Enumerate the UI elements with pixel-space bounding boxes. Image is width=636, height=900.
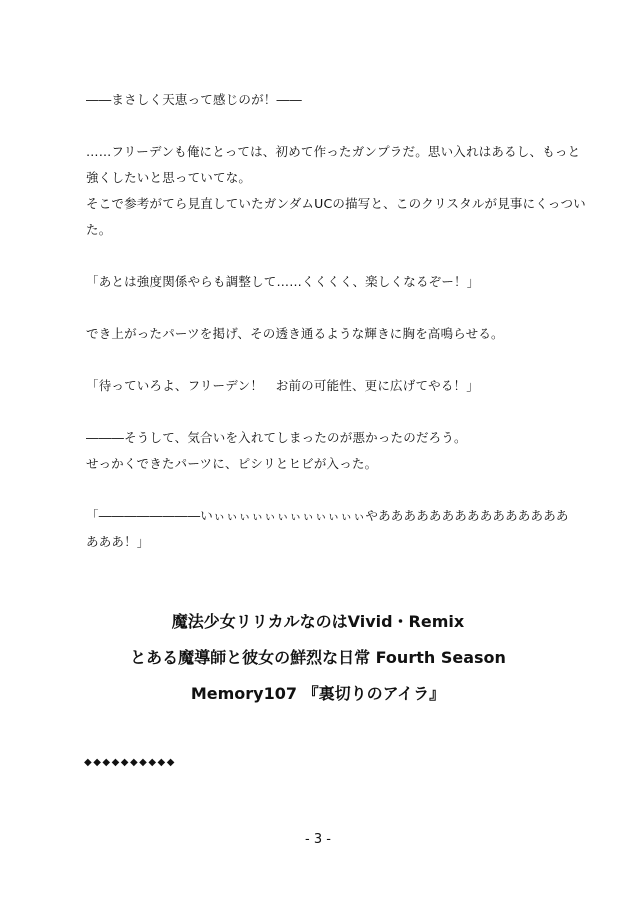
dialogue-line: 「――――――――いぃぃぃぃぃぃぃぃぃぃぃぃやあああああああああああああああ xyxy=(86,508,569,523)
dialogue-line: 「あとは強度関係やらも調整して……くくくく、楽しくなるぞー！」 xyxy=(86,274,480,289)
series-title: 魔法少女リリカルなのはVivid・Remix xyxy=(171,612,465,631)
body-line: でき上がったパーツを掲げ、その透き通るような輝きに胸を高鳴らせる。 xyxy=(86,326,504,341)
dialogue-line: あああ！」 xyxy=(86,534,150,549)
page-number: - 3 - xyxy=(305,832,331,847)
body-line: ―――そうして、気合いを入れてしまったのが悪かったのだろう。 xyxy=(86,430,467,445)
work-title: とある魔導師と彼女の鮮烈な日常 Fourth Season xyxy=(130,648,506,667)
body-line: 強くしたいと思っていてな。 xyxy=(86,170,252,185)
body-line: ――まさしく天恵って感じのが！―― xyxy=(86,92,302,107)
body-line: せっかくできたパーツに、ピシリとヒビが入った。 xyxy=(86,456,378,471)
chapter-title xyxy=(0,604,636,712)
body-line: た。 xyxy=(86,222,112,237)
body-line: そこで参考がてら見直していたガンダムUCの描写と、このクリスタルが見事にくっつい xyxy=(86,196,586,211)
body-line: ……フリーデンも俺にとっては、初めて作ったガンプラだ。思い入れはあるし、もっと xyxy=(86,144,581,159)
chapter-heading: Memory107 『裏切りのアイラ』 xyxy=(190,684,446,703)
section-separator: ◆◆◆◆◆◆◆◆◆◆ xyxy=(84,757,176,768)
dialogue-line: 「待っていろよ、フリーデン！ お前の可能性、更に広げてやる！」 xyxy=(86,378,479,393)
